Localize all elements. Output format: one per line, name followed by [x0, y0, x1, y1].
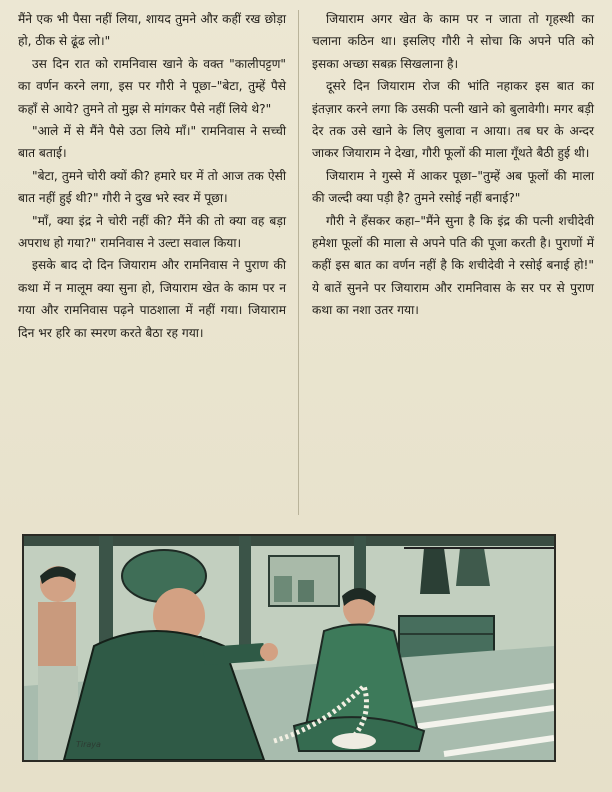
- pointing-hand: [260, 643, 278, 661]
- paragraph: दूसरे दिन जियाराम रोज की भांति नहाकर इस बात का इंतज़ार करने लगा कि उसकी पत्नी खाने को बुलावेगी। मगर बड़ी देर तक उसे खाने के लिए बुलावा न आया। तब घर के अन्दर जाकर जियाराम ने देखा, गौरी फूलों की माला गूँथते बैठी हुई थी।: [312, 79, 594, 161]
- paragraph: जियाराम ने गुस्से में आकर पूछा–"तुम्हें अब फूलों की माला की जल्दी क्या पड़ी है? तुमने रसोई नहीं बनाई?": [312, 168, 594, 206]
- right-text-column: [312, 8, 594, 322]
- shelf-jar: [298, 580, 314, 602]
- story-illustration: [22, 534, 556, 762]
- paragraph: उस दिन रात को रामनिवास खाने के वक्त "कालीपट्टण" का वर्णन करने लगा, इस पर गौरी ने पूछा–"बेटा, तुम्हें पैसे कहाँ से आये? तुमने तो मुझ से मांगकर पैसे नहीं लिये थे?": [18, 56, 286, 116]
- flower-pile: [332, 733, 376, 749]
- man-arm: [204, 652, 264, 656]
- paragraph: इसके बाद दो दिन जियाराम और रामनिवास ने पुराण की कथा में न मालूम क्या सुना हो, जियाराम खेत के काम पर न गया और रामनिवास पढ़ने पाठशाला में नहीं गया। जियाराम दिन भर हरि का स्मरण करते बैठा रह गया।: [18, 258, 286, 340]
- left-text-column: [18, 8, 286, 344]
- paragraph: जियाराम अगर खेत के काम पर न जाता तो गृहस्थी का चलाना कठिन था। इसलिए गौरी ने सोचा कि अपने पति को इसका अच्छा सबक़ सिखलाना है।: [312, 12, 594, 71]
- paragraph: गौरी ने हँसकर कहा–"मैंने सुना है कि इंद्र की पत्नी शचीदेवी हमेशा फूलों की माला से अपने पति की पूजा करती है। पुराणों में कहीं इस बात का वर्णन नहीं है कि शचीदेवी ने रसोई बनाई हो!" ये बातें सुनने पर जियाराम और रामनिवास के सर पर से पुराण कथा का नशा उतर गया।: [312, 213, 594, 318]
- shelf-jar: [274, 576, 292, 602]
- hanging-cloth: [456, 548, 490, 586]
- illustration-scene: [24, 536, 554, 760]
- artist-signature: Tiraya: [76, 740, 101, 749]
- paragraph: "माँ, क्या इंद्र ने चोरी नहीं की? मैंने की तो क्या वह बड़ा अपराध हो गया?" रामनिवास ने उल्टा सवाल किया।: [18, 213, 286, 251]
- paragraph: मैंने एक भी पैसा नहीं लिया, शायद तुमने और कहीं रख छोड़ा हो, ठीक से ढूंढ लो।": [18, 12, 286, 49]
- column-divider: [298, 10, 299, 515]
- paragraph: "बेटा, तुमने चोरी क्यों की? हमारे घर में तो आज तक ऐसी बात नहीं हुई थी?" गौरी ने दुख भरे स्वर में पूछा।: [18, 168, 286, 206]
- paragraph: "आले में से मैंने पैसे उठा लिये माँ।" रामनिवास ने सच्ची बात बताई।: [18, 124, 286, 161]
- wooden-pillar: [239, 536, 251, 656]
